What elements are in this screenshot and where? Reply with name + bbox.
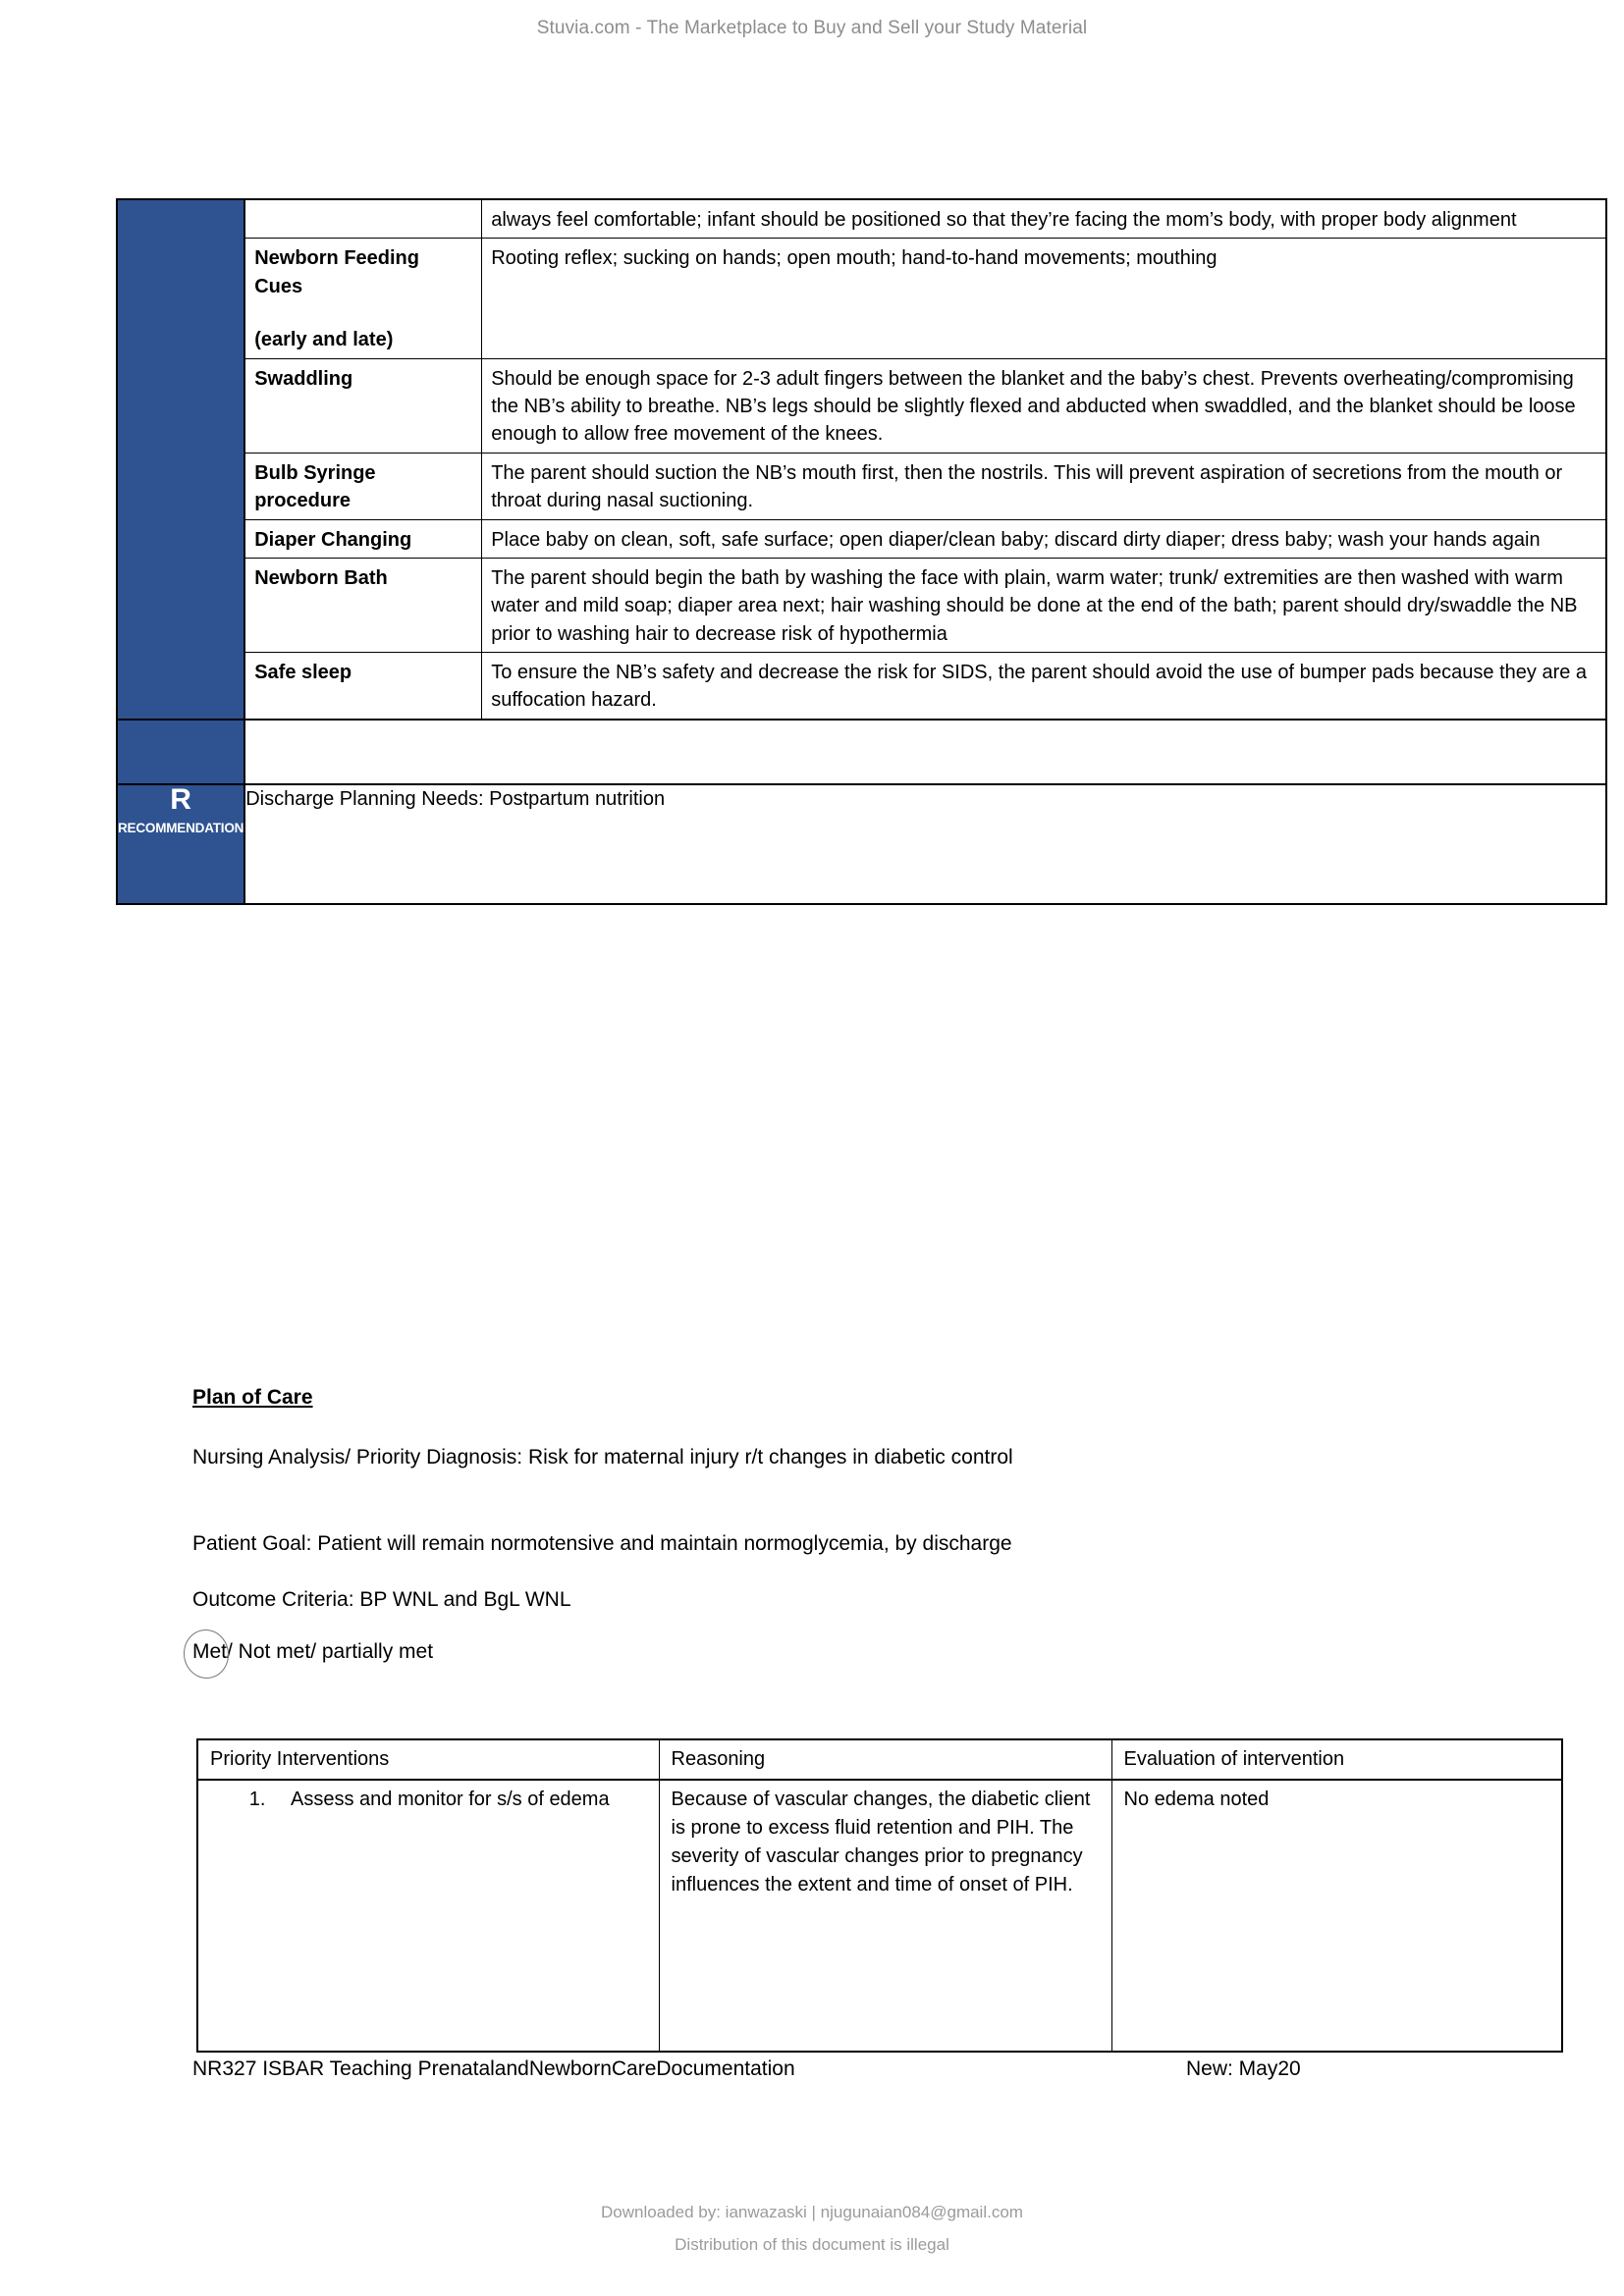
stuvia-footer xyxy=(0,2196,1624,2261)
teaching-topics-table xyxy=(245,200,1605,719)
isbar-recommendation-table xyxy=(116,198,1607,905)
isbar-band-blank-bottom xyxy=(117,720,244,784)
table-row xyxy=(245,453,1605,519)
patient-goal-line: Patient Goal: Patient will remain normotensive and maintain normoglycemia, by discharge xyxy=(192,1532,1012,1556)
table-row xyxy=(245,239,1605,358)
topic-label-secondary: (early and late) xyxy=(254,329,394,351)
isbar-teaching-row xyxy=(117,199,1606,720)
column-header-priority-interventions: Priority Interventions xyxy=(197,1739,659,1780)
topic-label: Swaddling xyxy=(254,367,353,390)
topic-detail: The parent should begin the bath by washing the face with plain, warm water; trunk/ extremities are then washed with warm water and mild soap; diaper area next; hair washing should be done at the end of the bath; parent should dry/swaddle the NB prior to washing hair to decrease risk of hypothermia xyxy=(482,558,1605,652)
table-row xyxy=(245,558,1605,652)
isbar-band-recommendation xyxy=(117,784,244,904)
topic-label-cell xyxy=(245,558,482,652)
document-footer xyxy=(192,2057,1489,2081)
topic-label-cell xyxy=(245,200,482,239)
topic-detail: Place baby on clean, soft, safe surface; open diaper/clean baby; discard dirty diaper; dress baby; wash your hands again xyxy=(482,519,1605,558)
isbar-band-word: RECOMMENDATION xyxy=(118,820,244,835)
intervention-list xyxy=(210,1786,650,1814)
table-row xyxy=(245,358,1605,453)
topic-label: Newborn Bath xyxy=(254,566,388,589)
plan-of-care-section xyxy=(192,1386,1489,1664)
isbar-teaching-cell xyxy=(244,199,1606,720)
table-header-row xyxy=(197,1739,1562,1780)
cell-reasoning: Because of vascular changes, the diabetic client is prone to excess fluid retention and PIH. The severity of vascular changes prior to pregnancy influences the extent and time of onset of PIH. xyxy=(659,1780,1111,2052)
stuvia-footer-legal: Distribution of this document is illegal xyxy=(675,2235,949,2255)
isbar-band-letter: R xyxy=(170,782,191,816)
isbar-blank-cell xyxy=(244,720,1606,784)
table-row xyxy=(245,519,1605,558)
plan-of-care-title: Plan of Care xyxy=(192,1386,313,1409)
plan-of-care-table xyxy=(196,1738,1563,2053)
topic-detail: Should be enough space for 2-3 adult fingers between the blanket and the baby’s chest. Prevents overheating/compromising the NB’s ability to breathe. NB’s legs should be slightly flexed and abducted when swaddled, and the blanket should be loose enough to allow free movement of the knees. xyxy=(482,358,1605,453)
handwritten-circle-annotation-icon xyxy=(181,1627,233,1682)
met-status-line xyxy=(192,1640,1489,1664)
topic-label: Safe sleep xyxy=(254,662,352,684)
list-item: 1. Assess and monitor for s/s of edema xyxy=(271,1786,650,1814)
isbar-recommendation-row xyxy=(117,784,1606,904)
topic-detail: The parent should suction the NB’s mouth first, then the nostrils. This will prevent aspiration of secretions from the mouth or throat during nasal suctioning. xyxy=(482,453,1605,519)
topic-label-cell xyxy=(245,519,482,558)
topic-label-cell xyxy=(245,653,482,719)
topic-detail: always feel comfortable; infant should be positioned so that they’re facing the mom’s body, with proper body alignment xyxy=(482,200,1605,239)
stuvia-watermark-header: Stuvia.com - The Marketplace to Buy and Sell your Study Material xyxy=(536,18,1088,38)
topic-detail: Rooting reflex; sucking on hands; open mouth; hand-to-hand movements; mouthing xyxy=(482,239,1605,358)
cell-evaluation: No edema noted xyxy=(1111,1780,1562,2052)
topic-label-cell xyxy=(245,239,482,358)
isbar-blank-row xyxy=(117,720,1606,784)
topic-detail: To ensure the NB’s safety and decrease the risk for SIDS, the parent should avoid the use of bumper pads because they are a suffocation hazard. xyxy=(482,653,1605,719)
met-status-text: Met/ Not met/ partially met xyxy=(192,1640,434,1664)
cell-intervention xyxy=(197,1780,659,2052)
outcome-criteria-line: Outcome Criteria: BP WNL and BgL WNL xyxy=(192,1587,571,1611)
table-row xyxy=(245,200,1605,239)
stuvia-footer-download: Downloaded by: ianwazaski | njugunaian084@gmail.com xyxy=(601,2203,1023,2221)
topic-label: Diaper Changing xyxy=(254,528,412,551)
topic-label: Bulb Syringe procedure xyxy=(254,461,376,512)
topic-label: Newborn Feeding Cues xyxy=(254,247,419,297)
topic-label-cell xyxy=(245,358,482,453)
column-header-reasoning: Reasoning xyxy=(659,1739,1111,1780)
topic-label-cell xyxy=(245,453,482,519)
discharge-planning-text: Discharge Planning Needs: Postpartum nutrition xyxy=(244,784,1606,904)
nursing-diagnosis-line: Nursing Analysis/ Priority Diagnosis: Risk for maternal injury r/t changes in diabetic control xyxy=(192,1446,1013,1468)
table-row xyxy=(245,653,1605,719)
document-footer-left: NR327 ISBAR Teaching PrenatalandNewbornCareDocumentation xyxy=(192,2057,795,2080)
table-row xyxy=(197,1780,1562,2052)
document-footer-right: New: May20 xyxy=(1186,2057,1301,2080)
column-header-evaluation: Evaluation of intervention xyxy=(1111,1739,1562,1780)
isbar-band-blank-top xyxy=(117,199,244,720)
